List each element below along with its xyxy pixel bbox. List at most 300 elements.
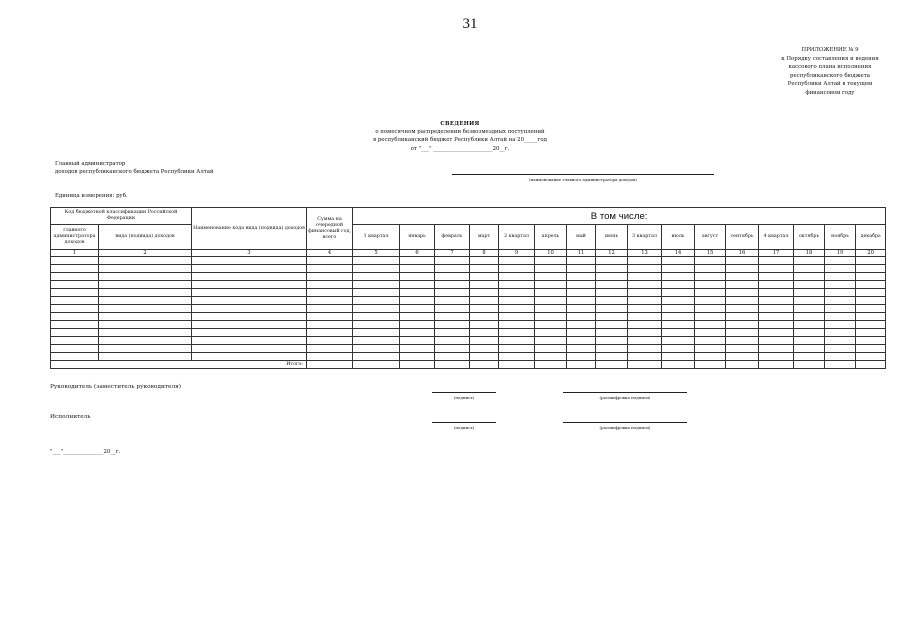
table-cell[interactable] bbox=[794, 305, 825, 313]
table-cell[interactable] bbox=[695, 297, 726, 305]
table-cell[interactable] bbox=[307, 321, 353, 329]
table-cell[interactable] bbox=[662, 257, 695, 265]
table-cell[interactable] bbox=[192, 305, 307, 313]
table-cell[interactable] bbox=[726, 353, 759, 361]
header-month: январь bbox=[400, 225, 435, 250]
table-cell[interactable] bbox=[400, 329, 435, 337]
table-cell[interactable] bbox=[759, 313, 794, 321]
table-cell[interactable] bbox=[567, 289, 596, 297]
table-cell[interactable] bbox=[695, 265, 726, 273]
table-cell[interactable] bbox=[99, 273, 192, 281]
table-cell[interactable] bbox=[535, 353, 567, 361]
table-cell[interactable] bbox=[470, 321, 499, 329]
table-cell[interactable] bbox=[51, 289, 99, 297]
table-cell[interactable] bbox=[856, 337, 886, 345]
total-cell[interactable] bbox=[353, 361, 400, 369]
table-cell[interactable] bbox=[99, 337, 192, 345]
total-cell[interactable] bbox=[628, 361, 662, 369]
table-cell[interactable] bbox=[726, 297, 759, 305]
table-cell[interactable] bbox=[51, 273, 99, 281]
table-cell[interactable] bbox=[856, 353, 886, 361]
table-cell[interactable] bbox=[307, 337, 353, 345]
table-cell[interactable] bbox=[628, 273, 662, 281]
total-cell[interactable] bbox=[825, 361, 856, 369]
table-cell[interactable] bbox=[695, 305, 726, 313]
table-cell[interactable] bbox=[662, 345, 695, 353]
header-month: август bbox=[695, 225, 726, 250]
table-cell[interactable] bbox=[567, 337, 596, 345]
executor-signature-field[interactable] bbox=[432, 422, 496, 423]
table-cell[interactable] bbox=[825, 345, 856, 353]
table-cell[interactable] bbox=[567, 321, 596, 329]
table-cell[interactable] bbox=[794, 329, 825, 337]
table-cell[interactable] bbox=[825, 273, 856, 281]
table-cell[interactable] bbox=[435, 329, 470, 337]
total-cell[interactable] bbox=[400, 361, 435, 369]
head-transcript-caption: (расшифровка подписи) bbox=[599, 395, 651, 400]
table-cell[interactable] bbox=[726, 337, 759, 345]
table-cell[interactable] bbox=[695, 329, 726, 337]
table-cell[interactable] bbox=[435, 281, 470, 289]
table-cell[interactable] bbox=[307, 297, 353, 305]
table-cell[interactable] bbox=[535, 273, 567, 281]
table-cell[interactable] bbox=[628, 281, 662, 289]
table-cell[interactable] bbox=[695, 353, 726, 361]
table-cell[interactable] bbox=[307, 305, 353, 313]
appendix-line: республиканского бюджета bbox=[790, 72, 870, 79]
table-cell[interactable] bbox=[662, 265, 695, 273]
table-cell[interactable] bbox=[794, 297, 825, 305]
table-row bbox=[51, 321, 886, 329]
table-cell[interactable] bbox=[51, 345, 99, 353]
table-cell[interactable] bbox=[759, 265, 794, 273]
table-cell[interactable] bbox=[99, 281, 192, 289]
table-cell[interactable] bbox=[794, 353, 825, 361]
table-cell[interactable] bbox=[535, 257, 567, 265]
table-cell[interactable] bbox=[400, 345, 435, 353]
table-cell[interactable] bbox=[662, 289, 695, 297]
table-cell[interactable] bbox=[51, 257, 99, 265]
table-cell[interactable] bbox=[435, 353, 470, 361]
table-cell[interactable] bbox=[567, 305, 596, 313]
table-cell[interactable] bbox=[628, 257, 662, 265]
table-cell[interactable] bbox=[662, 329, 695, 337]
table-cell[interactable] bbox=[400, 353, 435, 361]
table-cell[interactable] bbox=[192, 329, 307, 337]
table-cell[interactable] bbox=[567, 297, 596, 305]
table-cell[interactable] bbox=[99, 313, 192, 321]
table-cell[interactable] bbox=[856, 297, 886, 305]
table-cell[interactable] bbox=[353, 273, 400, 281]
head-signature-field[interactable] bbox=[432, 392, 496, 393]
table-cell[interactable] bbox=[759, 273, 794, 281]
table-cell[interactable] bbox=[51, 297, 99, 305]
table-cell[interactable] bbox=[628, 345, 662, 353]
table-cell[interactable] bbox=[825, 297, 856, 305]
table-cell[interactable] bbox=[596, 329, 628, 337]
table-cell[interactable] bbox=[759, 345, 794, 353]
table-cell[interactable] bbox=[99, 305, 192, 313]
table-cell[interactable] bbox=[759, 281, 794, 289]
table-cell[interactable] bbox=[759, 289, 794, 297]
table-cell[interactable] bbox=[470, 313, 499, 321]
table-cell[interactable] bbox=[353, 281, 400, 289]
table-cell[interactable] bbox=[695, 345, 726, 353]
table-cell[interactable] bbox=[695, 337, 726, 345]
table-cell[interactable] bbox=[794, 313, 825, 321]
column-number: 19 bbox=[825, 250, 856, 257]
table-cell[interactable] bbox=[759, 257, 794, 265]
table-cell[interactable] bbox=[499, 265, 535, 273]
table-cell[interactable] bbox=[856, 273, 886, 281]
table-cell[interactable] bbox=[499, 345, 535, 353]
table-cell[interactable] bbox=[695, 313, 726, 321]
table-cell[interactable] bbox=[435, 257, 470, 265]
total-cell[interactable] bbox=[759, 361, 794, 369]
table-cell[interactable] bbox=[307, 281, 353, 289]
table-cell[interactable] bbox=[794, 337, 825, 345]
table-cell[interactable] bbox=[535, 337, 567, 345]
table-cell[interactable] bbox=[695, 257, 726, 265]
total-cell[interactable] bbox=[470, 361, 499, 369]
table-cell[interactable] bbox=[99, 353, 192, 361]
table-cell[interactable] bbox=[596, 345, 628, 353]
table-cell[interactable] bbox=[353, 289, 400, 297]
table-cell[interactable] bbox=[535, 289, 567, 297]
table-cell[interactable] bbox=[51, 313, 99, 321]
table-cell[interactable] bbox=[794, 281, 825, 289]
column-number: 10 bbox=[535, 250, 567, 257]
table-cell[interactable] bbox=[400, 289, 435, 297]
table-cell[interactable] bbox=[825, 321, 856, 329]
table-cell[interactable] bbox=[825, 257, 856, 265]
table-cell[interactable] bbox=[794, 273, 825, 281]
table-cell[interactable] bbox=[307, 289, 353, 297]
table-cell[interactable] bbox=[353, 265, 400, 273]
table-cell[interactable] bbox=[695, 273, 726, 281]
table-cell[interactable] bbox=[435, 305, 470, 313]
table-cell[interactable] bbox=[51, 305, 99, 313]
table-cell[interactable] bbox=[192, 257, 307, 265]
table-cell[interactable] bbox=[567, 345, 596, 353]
table-cell[interactable] bbox=[759, 305, 794, 313]
table-cell[interactable] bbox=[192, 337, 307, 345]
table-cell[interactable] bbox=[353, 345, 400, 353]
table-cell[interactable] bbox=[662, 337, 695, 345]
table-cell[interactable] bbox=[596, 289, 628, 297]
table-cell[interactable] bbox=[499, 321, 535, 329]
table-cell[interactable] bbox=[51, 321, 99, 329]
table-cell[interactable] bbox=[307, 329, 353, 337]
header-month: февраль bbox=[435, 225, 470, 250]
table-cell[interactable] bbox=[662, 273, 695, 281]
table-cell[interactable] bbox=[499, 313, 535, 321]
table-cell[interactable] bbox=[628, 321, 662, 329]
table-cell[interactable] bbox=[435, 273, 470, 281]
table-cell[interactable] bbox=[435, 321, 470, 329]
table-cell[interactable] bbox=[695, 321, 726, 329]
table-cell[interactable] bbox=[726, 257, 759, 265]
table-cell[interactable] bbox=[662, 321, 695, 329]
table-cell[interactable] bbox=[192, 289, 307, 297]
total-label: Итого: bbox=[51, 361, 307, 369]
table-cell[interactable] bbox=[759, 297, 794, 305]
table-cell[interactable] bbox=[499, 305, 535, 313]
table-cell[interactable] bbox=[435, 297, 470, 305]
table-cell[interactable] bbox=[353, 313, 400, 321]
table-cell[interactable] bbox=[535, 345, 567, 353]
table-cell[interactable] bbox=[470, 353, 499, 361]
table-cell[interactable] bbox=[759, 337, 794, 345]
table-cell[interactable] bbox=[726, 273, 759, 281]
table-cell[interactable] bbox=[794, 289, 825, 297]
table-cell[interactable] bbox=[596, 321, 628, 329]
table-cell[interactable] bbox=[192, 353, 307, 361]
table-cell[interactable] bbox=[628, 297, 662, 305]
table-cell[interactable] bbox=[596, 257, 628, 265]
table-cell[interactable] bbox=[192, 321, 307, 329]
table-row bbox=[51, 257, 886, 265]
table-cell[interactable] bbox=[99, 297, 192, 305]
table-cell[interactable] bbox=[726, 265, 759, 273]
table-cell[interactable] bbox=[99, 265, 192, 273]
total-cell[interactable] bbox=[435, 361, 470, 369]
table-cell[interactable] bbox=[400, 257, 435, 265]
table-cell[interactable] bbox=[695, 289, 726, 297]
table-cell[interactable] bbox=[435, 289, 470, 297]
table-cell[interactable] bbox=[470, 337, 499, 345]
table-row bbox=[51, 305, 886, 313]
table-cell[interactable] bbox=[794, 265, 825, 273]
table-cell[interactable] bbox=[535, 305, 567, 313]
table-cell[interactable] bbox=[825, 289, 856, 297]
table-cell[interactable] bbox=[470, 265, 499, 273]
table-cell[interactable] bbox=[400, 313, 435, 321]
table-cell[interactable] bbox=[51, 337, 99, 345]
table-cell[interactable] bbox=[596, 337, 628, 345]
table-cell[interactable] bbox=[628, 337, 662, 345]
total-cell[interactable] bbox=[695, 361, 726, 369]
table-cell[interactable] bbox=[470, 281, 499, 289]
table-cell[interactable] bbox=[628, 329, 662, 337]
table-cell[interactable] bbox=[567, 353, 596, 361]
table-cell[interactable] bbox=[353, 321, 400, 329]
admin-name-field[interactable] bbox=[452, 174, 714, 175]
table-cell[interactable] bbox=[662, 313, 695, 321]
table-cell[interactable] bbox=[307, 353, 353, 361]
header-code-group: Код бюджетной классификации Российской Федерации bbox=[51, 208, 192, 225]
admin-label-line: Главный администратор bbox=[55, 161, 126, 167]
total-cell[interactable] bbox=[567, 361, 596, 369]
table-cell[interactable] bbox=[596, 305, 628, 313]
table-cell[interactable] bbox=[192, 273, 307, 281]
table-cell[interactable] bbox=[470, 257, 499, 265]
table-cell[interactable] bbox=[726, 313, 759, 321]
table-cell[interactable] bbox=[353, 353, 400, 361]
table-cell[interactable] bbox=[192, 265, 307, 273]
table-cell[interactable] bbox=[596, 265, 628, 273]
table-cell[interactable] bbox=[567, 313, 596, 321]
table-cell[interactable] bbox=[535, 281, 567, 289]
table-cell[interactable] bbox=[499, 353, 535, 361]
head-transcript-field[interactable] bbox=[563, 392, 687, 393]
table-cell[interactable] bbox=[499, 337, 535, 345]
total-cell[interactable] bbox=[856, 361, 886, 369]
table-cell[interactable] bbox=[51, 329, 99, 337]
table-cell[interactable] bbox=[400, 281, 435, 289]
table-cell[interactable] bbox=[307, 257, 353, 265]
table-cell[interactable] bbox=[856, 305, 886, 313]
table-cell[interactable] bbox=[567, 281, 596, 289]
table-cell[interactable] bbox=[353, 297, 400, 305]
table-cell[interactable] bbox=[628, 313, 662, 321]
table-cell[interactable] bbox=[825, 305, 856, 313]
table-cell[interactable] bbox=[400, 305, 435, 313]
table-cell[interactable] bbox=[435, 265, 470, 273]
table-cell[interactable] bbox=[435, 337, 470, 345]
table-cell[interactable] bbox=[192, 281, 307, 289]
table-cell[interactable] bbox=[567, 329, 596, 337]
table-cell[interactable] bbox=[353, 257, 400, 265]
table-cell[interactable] bbox=[662, 297, 695, 305]
table-cell[interactable] bbox=[759, 353, 794, 361]
table-cell[interactable] bbox=[99, 329, 192, 337]
table-cell[interactable] bbox=[400, 321, 435, 329]
header-type-code: вида (подвида) доходов bbox=[99, 225, 192, 250]
table-cell[interactable] bbox=[856, 345, 886, 353]
table-cell[interactable] bbox=[759, 321, 794, 329]
table-cell[interactable] bbox=[499, 329, 535, 337]
table-cell[interactable] bbox=[596, 353, 628, 361]
table-cell[interactable] bbox=[794, 257, 825, 265]
table-cell[interactable] bbox=[596, 273, 628, 281]
table-cell[interactable] bbox=[192, 313, 307, 321]
total-cell[interactable] bbox=[794, 361, 825, 369]
table-cell[interactable] bbox=[499, 281, 535, 289]
table-cell[interactable] bbox=[856, 321, 886, 329]
table-cell[interactable] bbox=[435, 345, 470, 353]
table-cell[interactable] bbox=[856, 313, 886, 321]
table-cell[interactable] bbox=[726, 305, 759, 313]
table-cell[interactable] bbox=[825, 281, 856, 289]
table-cell[interactable] bbox=[499, 273, 535, 281]
executor-transcript-field[interactable] bbox=[563, 422, 687, 423]
table-cell[interactable] bbox=[307, 313, 353, 321]
date-field[interactable]: "___"_______________20__г. bbox=[50, 449, 121, 455]
table-cell[interactable] bbox=[794, 345, 825, 353]
total-cell[interactable] bbox=[596, 361, 628, 369]
table-cell[interactable] bbox=[400, 337, 435, 345]
table-cell[interactable] bbox=[99, 257, 192, 265]
table-cell[interactable] bbox=[856, 257, 886, 265]
total-cell[interactable] bbox=[499, 361, 535, 369]
column-number: 5 bbox=[353, 250, 400, 257]
table-cell[interactable] bbox=[596, 281, 628, 289]
table-cell[interactable] bbox=[470, 297, 499, 305]
table-cell[interactable] bbox=[856, 281, 886, 289]
table-cell[interactable] bbox=[499, 297, 535, 305]
total-cell[interactable] bbox=[307, 361, 353, 369]
table-cell[interactable] bbox=[51, 281, 99, 289]
table-cell[interactable] bbox=[726, 281, 759, 289]
table-cell[interactable] bbox=[567, 265, 596, 273]
table-cell[interactable] bbox=[535, 265, 567, 273]
table-cell[interactable] bbox=[499, 257, 535, 265]
table-cell[interactable] bbox=[856, 329, 886, 337]
total-cell[interactable] bbox=[726, 361, 759, 369]
table-cell[interactable] bbox=[400, 297, 435, 305]
table-cell[interactable] bbox=[726, 289, 759, 297]
table-cell[interactable] bbox=[400, 265, 435, 273]
table-cell[interactable] bbox=[435, 313, 470, 321]
table-cell[interactable] bbox=[596, 313, 628, 321]
table-cell[interactable] bbox=[662, 281, 695, 289]
table-cell[interactable] bbox=[856, 289, 886, 297]
table-cell[interactable] bbox=[535, 329, 567, 337]
table-cell[interactable] bbox=[726, 321, 759, 329]
table-cell[interactable] bbox=[726, 329, 759, 337]
table-cell[interactable] bbox=[596, 297, 628, 305]
table-cell[interactable] bbox=[628, 353, 662, 361]
table-cell[interactable] bbox=[192, 297, 307, 305]
table-cell[interactable] bbox=[825, 329, 856, 337]
table-cell[interactable] bbox=[307, 265, 353, 273]
table-cell[interactable] bbox=[353, 329, 400, 337]
table-cell[interactable] bbox=[470, 345, 499, 353]
table-cell[interactable] bbox=[628, 289, 662, 297]
table-cell[interactable] bbox=[759, 329, 794, 337]
table-cell[interactable] bbox=[794, 321, 825, 329]
table-cell[interactable] bbox=[99, 321, 192, 329]
table-cell[interactable] bbox=[470, 289, 499, 297]
table-cell[interactable] bbox=[353, 305, 400, 313]
table-cell[interactable] bbox=[567, 273, 596, 281]
table-cell[interactable] bbox=[51, 265, 99, 273]
table-cell[interactable] bbox=[470, 273, 499, 281]
table-cell[interactable] bbox=[662, 353, 695, 361]
table-cell[interactable] bbox=[825, 337, 856, 345]
table-cell[interactable] bbox=[307, 345, 353, 353]
table-cell[interactable] bbox=[567, 257, 596, 265]
table-cell[interactable] bbox=[99, 289, 192, 297]
table-cell[interactable] bbox=[99, 345, 192, 353]
table-row bbox=[51, 265, 886, 273]
column-number: 12 bbox=[596, 250, 628, 257]
table-cell[interactable] bbox=[535, 321, 567, 329]
table-cell[interactable] bbox=[470, 329, 499, 337]
table-cell[interactable] bbox=[535, 297, 567, 305]
total-cell[interactable] bbox=[662, 361, 695, 369]
total-cell[interactable] bbox=[535, 361, 567, 369]
table-cell[interactable] bbox=[192, 345, 307, 353]
table-cell[interactable] bbox=[628, 305, 662, 313]
table-cell[interactable] bbox=[470, 305, 499, 313]
table-cell[interactable] bbox=[662, 305, 695, 313]
table-cell[interactable] bbox=[825, 265, 856, 273]
table-cell[interactable] bbox=[307, 273, 353, 281]
table-cell[interactable] bbox=[535, 313, 567, 321]
table-cell[interactable] bbox=[856, 265, 886, 273]
table-cell[interactable] bbox=[825, 313, 856, 321]
table-cell[interactable] bbox=[726, 345, 759, 353]
table-cell[interactable] bbox=[628, 265, 662, 273]
table-cell[interactable] bbox=[353, 337, 400, 345]
table-cell[interactable] bbox=[51, 353, 99, 361]
table-cell[interactable] bbox=[499, 289, 535, 297]
table-cell[interactable] bbox=[825, 353, 856, 361]
table-cell[interactable] bbox=[400, 273, 435, 281]
table-cell[interactable] bbox=[695, 281, 726, 289]
